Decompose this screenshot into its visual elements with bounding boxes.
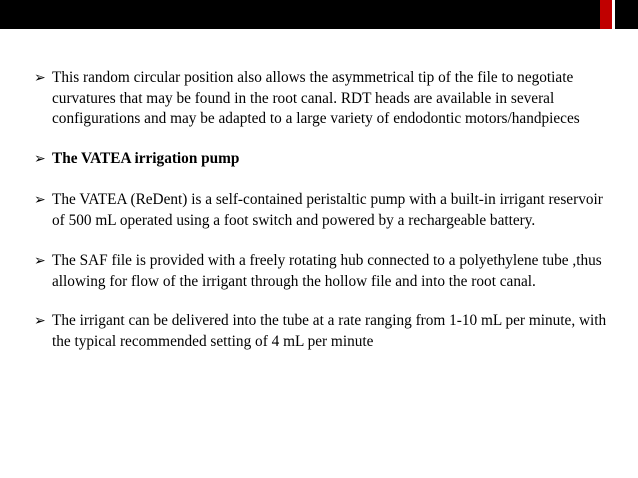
slide-content	[34, 68, 609, 352]
arrow-bullet-icon: ➢	[34, 313, 46, 329]
top-bar-accent	[600, 0, 612, 29]
bullet-item	[34, 311, 609, 352]
bullet-item	[34, 68, 609, 130]
top-bar	[0, 0, 638, 29]
bullet-text: The SAF file is provided with a freely rotating hub connected to a polyethylene tube ,thus allowing for flow of the irrigant through the hollow file and into the root canal.	[52, 252, 602, 290]
arrow-bullet-icon: ➢	[34, 150, 46, 167]
arrow-bullet-icon: ➢	[34, 70, 46, 86]
bullet-item	[34, 190, 609, 231]
arrow-bullet-icon: ➢	[34, 192, 46, 208]
bullet-text: The VATEA irrigation pump	[52, 149, 240, 167]
top-bar-gap	[612, 0, 615, 29]
bullet-text: The VATEA (ReDent) is a self-contained peristaltic pump with a built-in irrigant reservoir of 500 mL operated using a foot switch and powered by a rechargeable battery.	[52, 191, 603, 229]
bullet-item	[34, 251, 609, 292]
bullet-item-heading	[34, 149, 609, 170]
bullet-text: This random circular position also allows the asymmetrical tip of the file to negotiate curvatures that may be found in the root canal. RDT heads are available in several configurations and may be adapted to a large variety of endodontic motors/handpieces	[52, 69, 580, 127]
bullet-text: The irrigant can be delivered into the tube at a rate ranging from 1-10 mL per minute, with the typical recommended setting of 4 mL per minute	[52, 312, 607, 350]
arrow-bullet-icon: ➢	[34, 253, 46, 269]
